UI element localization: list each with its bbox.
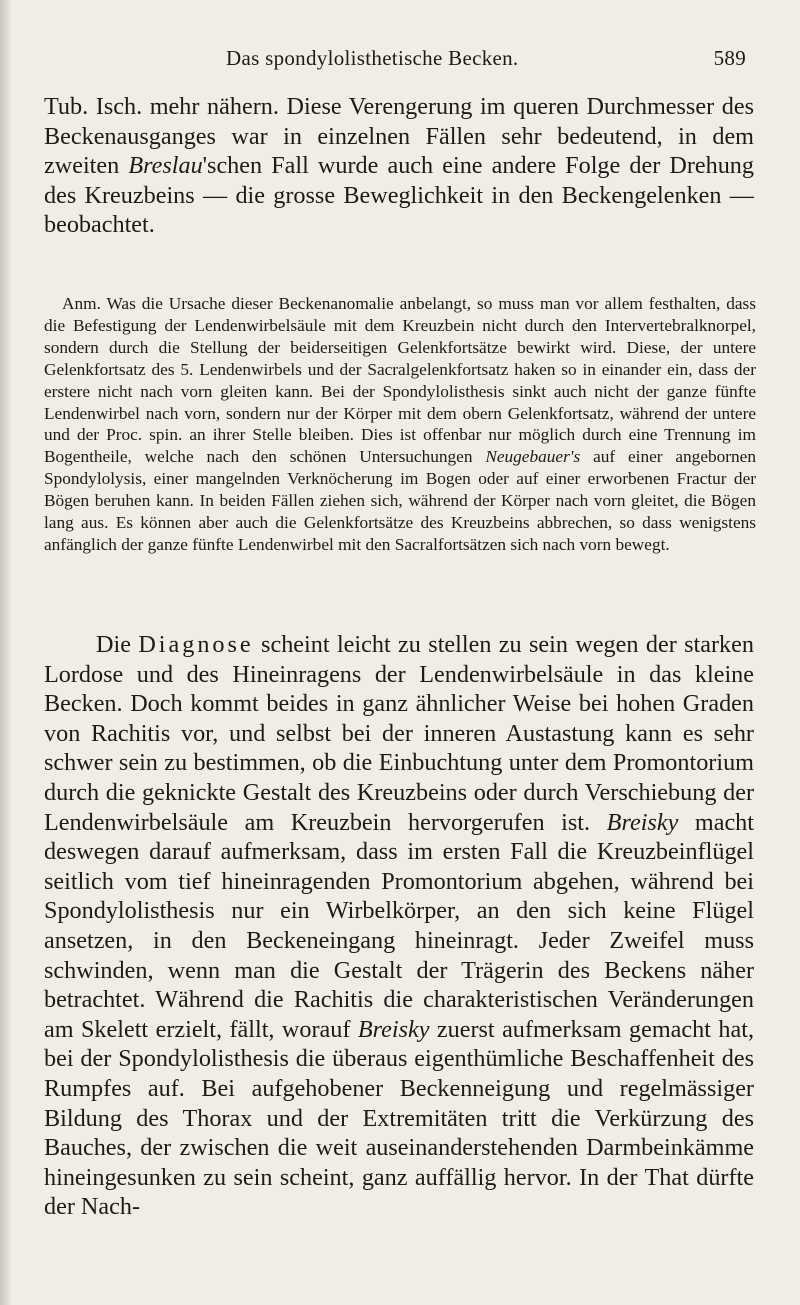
paragraph-text: Tub. Isch. mehr nähern. Diese Verengerung im queren Durchmesser des Beckenausganges war in einzelnen Fällen sehr bedeutend, in dem zweiten: [44, 93, 754, 180]
note-text: Anm. Was die Ursache dieser Beckenanomalie anbelangt, so muss man vor allem festhalten, dass die Befestigung der Lendenwirbelsäule mit dem Kreuzbein nicht durch den Intervertebralknorpel, sondern durch die Stellung der beiderseitigen Gelenkfortsätze bewirkt wird. Diese, der untere Gelenkfortsatz des 5. Lendenwirbels und der Sacralgelenkfortsatz haken so in einander ein, dass der erstere nicht nach vorn gleiten kann. Bei der Spondylolisthesis sinkt auch nicht der ganze fünfte Lendenwirbel nach vorn, sondern nur der Körper mit dem obern Gelenkfortsatz, während der untere und der Proc. spin. an ihrer Stelle bleiben. Dies ist offenbar nur möglich durch eine Trennung im Bogentheile, welche nach den schönen Untersuchungen: [44, 294, 756, 467]
author-name: Breisky: [606, 808, 679, 836]
page-binding-shadow: [0, 0, 12, 1305]
paragraph-text: Die: [96, 631, 139, 658]
author-name: Breisky: [357, 1015, 430, 1043]
body-paragraph-1: [44, 92, 754, 240]
paragraph-text: scheint leicht zu stellen zu sein wegen der starken Lordose und des Hineinragens der Lendenwirbelsäule in das kleine Becken. Doch kommt beides in ganz ähnlicher Weise bei hohen Graden von Rachitis vor, und selbst bei der inneren Austastung kann es sehr schwer sein zu bestimmen, ob die Einbuchtung unter dem Promontorium durch die geknickte Gestalt des Kreuzbeins oder durch Verschiebung der Lendenwirbelsäule am Kreuzbein hervorgerufen ist.: [44, 631, 754, 836]
paragraph-text: 'schen Fall wurde auch eine andere Folge der Drehung des Kreuzbeins — die grosse Beweglichkeit in den Beckengelenken — beobachtet.: [44, 152, 754, 239]
note-text: auf einer angebornen Spondylolysis, einer mangelnden Verknöcherung im Bogen oder auf einer erworbenen Fractur der Bögen beruhen kann. In beiden Fällen ziehen sich, während der Körper nach vorn gleitet, die Bögen lang aus. Es können aber auch die Gelenkfortsätze des Kreuzbeins abbrechen, so dass wenigstens anfänglich der ganze fünfte Lendenwirbel mit den Sacralfortsätzen sich nach vorn bewegt.: [44, 447, 756, 554]
emphasized-term: Diagnose: [138, 631, 254, 658]
running-title: Das spondylolisthetische Becken.: [226, 46, 519, 70]
page-number: 589: [713, 46, 746, 70]
paragraph-text: macht deswegen darauf aufmerksam, dass im ersten Fall die Kreuzbeinflügel seitlich vom tief hineinragenden Promontorium abgehen, während bei Spondylolisthesis nur ein Wirbelkörper, an den sich keine Flügel ansetzen, in den Beckeneingang hineinragt. Jeder Zweifel muss schwinden, wenn man die Gestalt der Trägerin des Beckens näher betrachtet. Während die Rachitis die charakteristischen Veränderungen am Skelett erzielt, fällt, worauf: [44, 808, 754, 1043]
body-paragraph-2: [44, 630, 754, 1222]
author-name: Neugebauer's: [485, 447, 581, 467]
paragraph-text: zuerst aufmerksam gemacht hat, bei der Spondylolisthesis die überaus eigenthümliche Beschaffenheit des Rumpfes auf. Bei aufgehobener Beckenneigung und regelmässiger Bildung des Thorax und der Extremitäten tritt die Verkürzung des Bauches, der zwischen die weit auseinanderstehenden Darmbeinkämme hineingesunken zu sein scheint, ganz auffällig hervor. In der That dürfte der Nach-: [44, 1015, 754, 1221]
footnote-annotation: [44, 293, 756, 556]
author-name: Breslau: [128, 152, 203, 180]
